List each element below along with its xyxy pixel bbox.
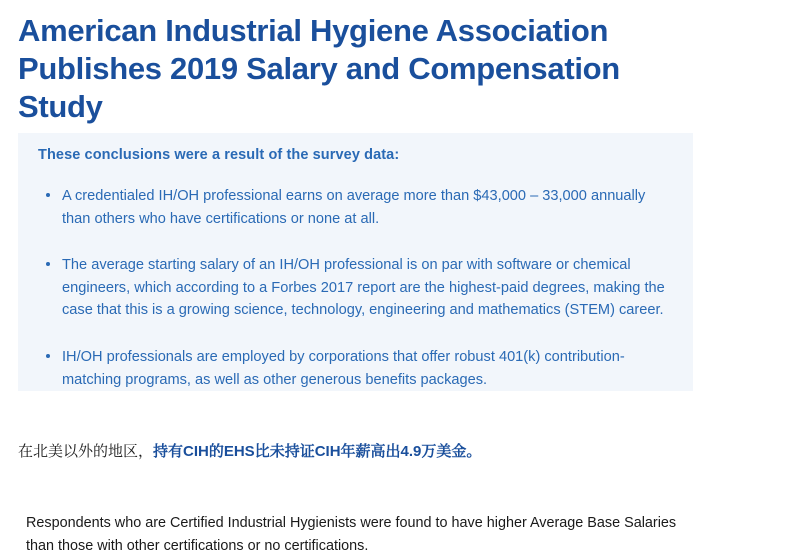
chinese-annotation-highlight: 持有CIH的EHS比未持证CIH年薪高出4.9万美金。 [153, 443, 482, 460]
headline-block [18, 8, 693, 131]
list-item [44, 185, 677, 230]
bullet-dot-icon [46, 354, 50, 358]
page-title: American Industrial Hygiene Association Publishes 2019 Salary and Compensation Study [18, 13, 620, 124]
chinese-annotation-plain: 在北美以外的地区， [18, 443, 154, 460]
list-item [44, 346, 677, 391]
chinese-annotation [18, 440, 481, 461]
list-item [44, 254, 677, 322]
list-item-text: A credentialed IH/OH professional earns on average more than $43,000 – 33,000 annually than others who have certifications or none at all. [62, 188, 646, 227]
list-item-text: IH/OH professionals are employed by corporations that offer robust 401(k) contribution-matching programs, as well as other generous benefits packages. [62, 349, 625, 388]
figure-caption: Respondents who are Certified Industrial Hygienists were found to have higher Average Base Salaries than those with other certifications or no certifications. [26, 515, 677, 555]
panel-intro-text: These conclusions were a result of the survey data: [38, 147, 400, 163]
bullet-dot-icon [46, 262, 50, 266]
list-item-text: The average starting salary of an IH/OH professional is on par with software or chemical engineers, which according to a Forbes 2017 report are the highest-paid degrees, making the case that this is a growing science, technology, engineering and mathematics (STEM) career. [62, 257, 665, 319]
bullet-dot-icon [46, 193, 50, 197]
survey-conclusions-panel [18, 133, 693, 391]
conclusions-list [44, 185, 677, 391]
